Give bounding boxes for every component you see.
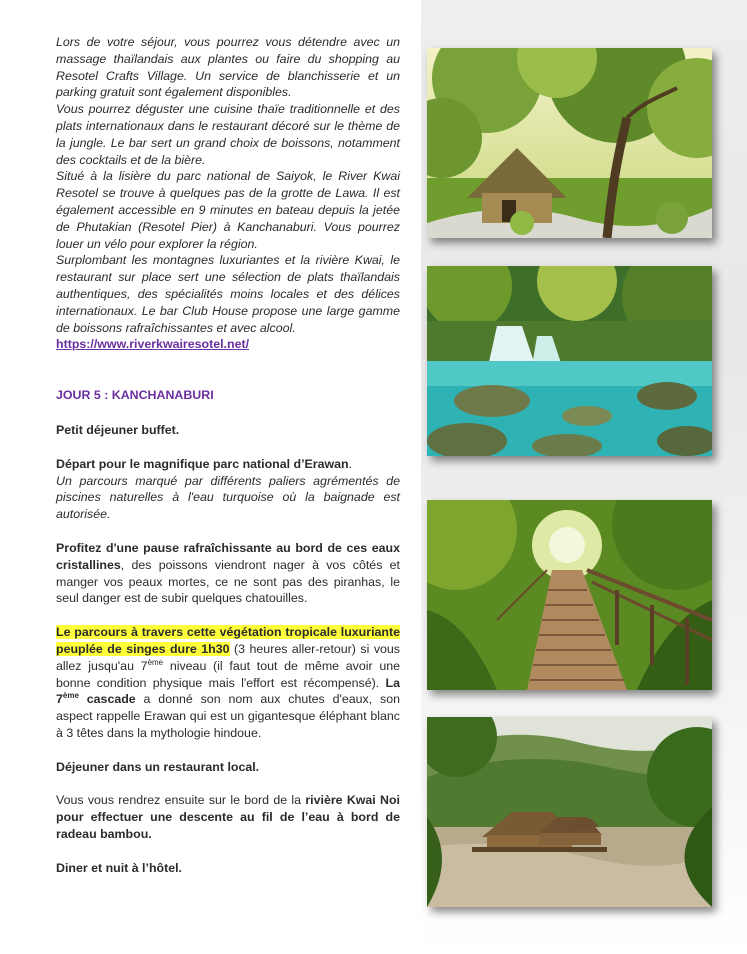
trail-text-a: (3 heures aller-retour) si vous allez jusqu'au 7 bbox=[56, 641, 400, 673]
trail-sup-2: ème bbox=[62, 691, 79, 701]
trail-text-e: a donné son nom aux chutes d'eaux, son aspect rappelle Erawan qui est un gigantesque éléphant blanc à 3 têtes dans la mythologie hindoue. bbox=[56, 692, 401, 740]
river-text-b: rivière Kwai Noi pour effectuer une descente au fil de l’eau à bord de radeau bambou. bbox=[56, 793, 400, 842]
trail-text-c: La 7 bbox=[56, 675, 400, 707]
departure-bold: Départ pour le magnifique parc national d’Erawan bbox=[56, 456, 349, 471]
breakfast-line: Petit déjeuner buffet. bbox=[56, 422, 180, 437]
pause-bold: Profitez d'une pause rafraîchissante au bord de ces eaux cristallines bbox=[56, 540, 400, 572]
lunch-line: Déjeuner dans un restaurant local. bbox=[56, 759, 260, 774]
departure-dot: . bbox=[348, 456, 353, 471]
intro-paragraph-4: Surplombant les montagnes luxuriantes et la rivière Kwai, le restaurant sur place sert une sélection de plats thaïlandais authentiques, des spécialités moins locales et des délices internationaux. Le bar Club House propose une large gamme de boissons rafraîchissantes et avec alcool. bbox=[56, 253, 400, 335]
forest-stairway-photo bbox=[427, 500, 712, 690]
trail-highlight: Le parcours à travers cette végétation tropicale luxuriante peuplée de singes dure 1h30 bbox=[56, 625, 400, 656]
pause-rest: , des poissons viendront nager à vos côtés et manger vos peaux mortes, ce ne sont pas des piranhas, le seul danger est de subir quelques chatouilles. bbox=[56, 557, 400, 606]
pause-paragraph bbox=[56, 540, 400, 607]
trail-sup-1: ème bbox=[147, 657, 164, 667]
dinner-line: Diner et nuit à l’hôtel. bbox=[56, 860, 182, 875]
trail-paragraph bbox=[56, 624, 400, 742]
hotel-website-link[interactable]: https://www.riverkwairesotel.net/ bbox=[56, 337, 250, 352]
intro-paragraph-2: Vous pourrez déguster une cuisine thaïe traditionnelle et des plats internationaux dans le restaurant décoré sur le thème de la jungle. Le bar sert un grand choix de boissons, notamment des cocktails et de la bière. bbox=[56, 102, 400, 167]
departure-line bbox=[56, 456, 400, 473]
river-paragraph bbox=[56, 792, 400, 842]
trail-text-b: niveau (il faut tout de même avoir une bonne condition physique mais l'effort est récompensé). bbox=[56, 658, 400, 690]
intro-paragraph-1: Lors de votre séjour, vous pourrez vous détendre avec un massage thaïlandais aux plantes ou faire du shopping au Resotel Crafts Village. Un service de blanchisserie et un parking gratuit sont également disponibles. bbox=[56, 35, 400, 100]
intro-paragraph-3: Situé à la lisière du parc national de Saiyok, le River Kwai Resotel se trouve à quelques pas de la grotte de Lawa. Il est également accessible en 9 minutes en bateau depuis la jetée de Phutakian (Resotel Pier) à Kanchanaburi. Vous pourrez louer un vélo pour explorer la région. bbox=[56, 169, 400, 251]
text-column bbox=[56, 34, 400, 877]
river-text-a: Vous vous rendrez ensuite sur le bord de la bbox=[56, 793, 306, 808]
day-title: JOUR 5 : KANCHANABURI bbox=[56, 388, 214, 403]
trail-text-d: cascade bbox=[78, 692, 136, 707]
river-raft-houses-photo bbox=[427, 717, 712, 907]
departure-description: Un parcours marqué par différents paliers agrémentés de piscines naturelles à l'eau turquoise où la baignade est autorisée. bbox=[56, 473, 400, 522]
turquoise-waterfall-photo bbox=[427, 266, 712, 456]
jungle-hut-photo bbox=[427, 48, 712, 238]
